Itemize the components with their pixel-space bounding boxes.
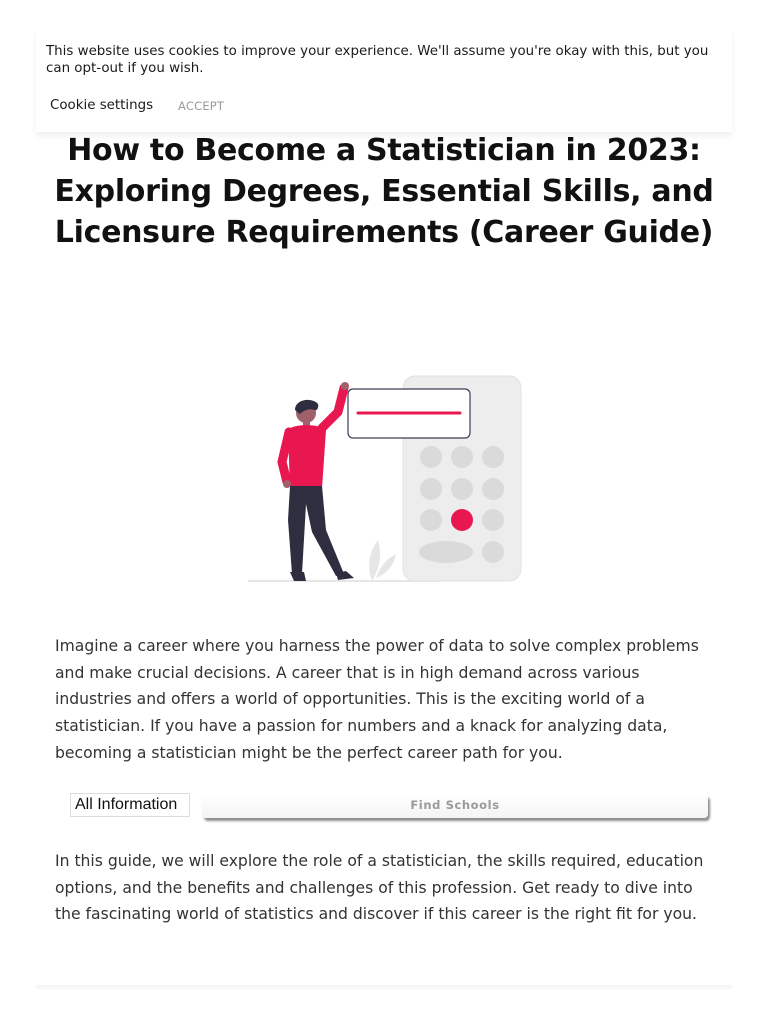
statistician-illustration [240,370,530,588]
cookie-banner [36,30,732,132]
article-title: How to Become a Statistician in 2023: Exploring Degrees, Essential Skills, and Licensure Requirements (Career Guide) [54,133,714,250]
find-schools-button[interactable]: Find Schools [202,794,708,818]
cookie-accept-button[interactable]: ACCEPT [178,99,225,113]
cookie-message: This website uses cookies to improve your experience. We'll assume you're okay with this, but you can opt-out if you wish. [46,44,709,76]
intro-paragraph: Imagine a career where you harness the power of data to solve complex problems and make crucial decisions. A career that is in high demand across various industries and offers a world of opportunities. This is the exciting world of a statistician. If you have a passion for numbers and a knack for analyzing data, becoming a statistician might be the perfect career path for you. [55,637,699,762]
guide-paragraph: In this guide, we will explore the role of a statistician, the skills required, education options, and the benefits and challenges of this profession. Get ready to dive into the fascinating world of statistics and discover if this career is the right fit for you. [55,852,704,924]
category-select[interactable]: All Information [70,793,190,817]
cookie-settings-link[interactable]: Cookie settings [50,98,154,113]
section-divider [36,985,732,991]
